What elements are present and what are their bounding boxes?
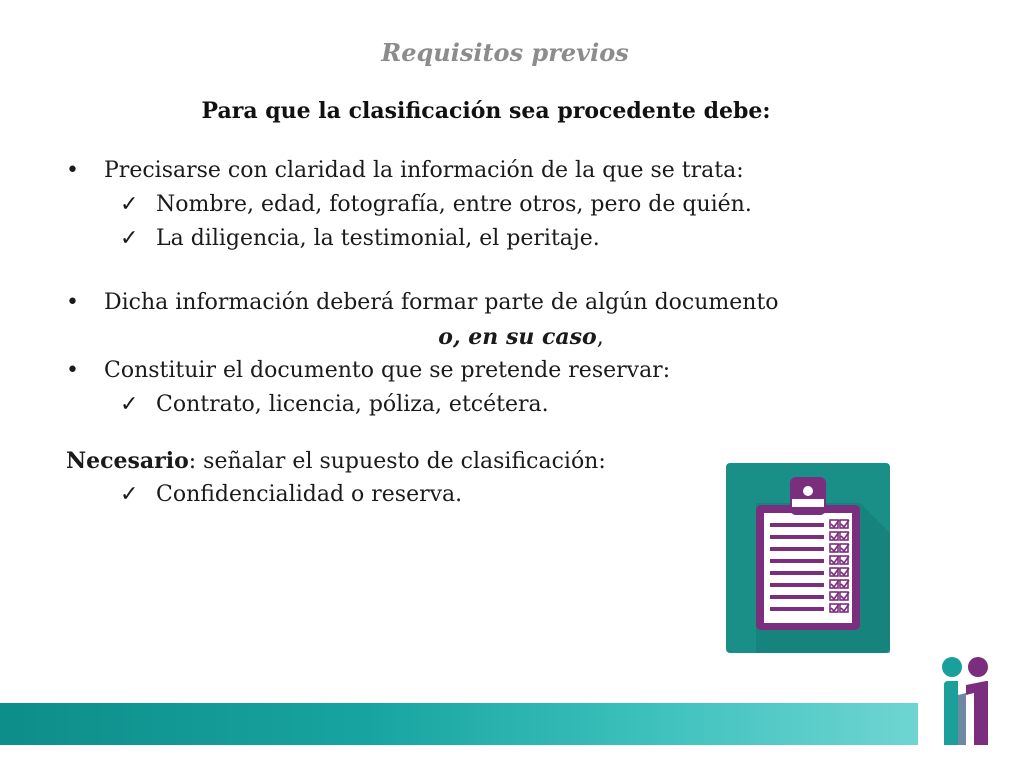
list-item: [66, 286, 886, 320]
item-text: Precisarse con claridad la información de la que se trata:: [104, 158, 744, 183]
item-text: Constituir el documento que se pretende reservar:: [104, 358, 671, 383]
item-text: Dicha información deberá formar parte de algún documento: [104, 290, 779, 315]
checkmark-icon: ✓: [120, 192, 139, 217]
checkmark-icon: ✓: [120, 392, 139, 417]
bullet-icon: •: [66, 358, 79, 383]
list-item: [66, 154, 886, 188]
check-text: Nombre, edad, fotografía, entre otros, pero de quién.: [156, 192, 752, 217]
connector-line: [66, 320, 886, 354]
footer-gradient-bar: [0, 703, 918, 745]
clipboard-card: [726, 463, 890, 653]
necesario-text: : señalar el supuesto de clasificación:: [188, 449, 606, 474]
check-item: [66, 222, 886, 256]
connector-tail: ,: [596, 325, 604, 350]
check-item: [66, 388, 886, 422]
institutional-logo: [938, 655, 994, 747]
check-text: La diligencia, la testimonial, el peritaje.: [156, 226, 600, 251]
necesario-label: Necesario: [66, 448, 189, 474]
list-item: [66, 354, 886, 388]
checkmark-icon: ✓: [120, 482, 139, 507]
check-text: Confidencialidad o reserva.: [156, 482, 463, 507]
slide-title: Requisitos previos: [381, 38, 629, 67]
slide-content: [66, 154, 886, 512]
check-text: Contrato, licencia, póliza, etcétera.: [156, 392, 549, 417]
bullet-icon: •: [66, 290, 79, 315]
clipboard-checklist-icon: [726, 463, 890, 653]
checkmark-icon: ✓: [120, 226, 139, 251]
check-item: [66, 188, 886, 222]
connector-text: o, en su caso: [438, 324, 597, 350]
bullet-icon: •: [66, 158, 79, 183]
slide-subtitle: Para que la clasificación sea procedente debe:: [201, 98, 771, 124]
